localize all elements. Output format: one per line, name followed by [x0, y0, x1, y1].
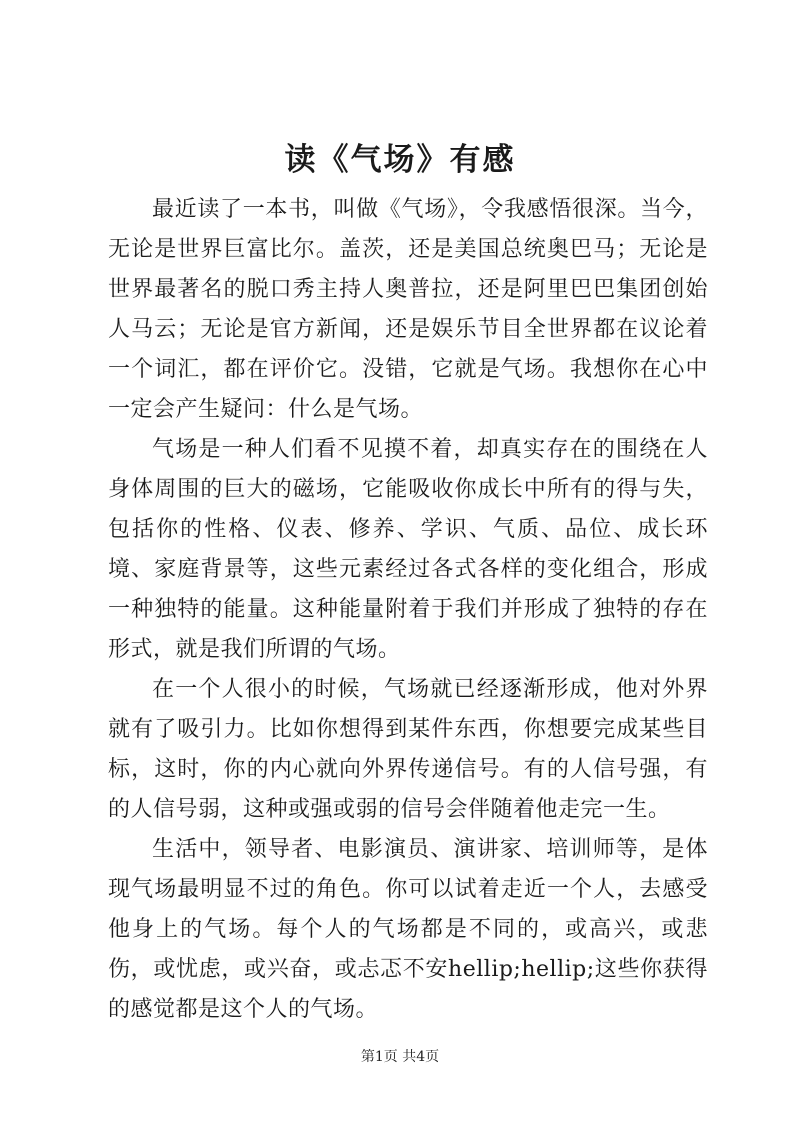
- document-body: [108, 190, 708, 1030]
- page-footer: 第1页 共4页: [360, 1049, 440, 1065]
- paragraph-1: 最近读了一本书，叫做《气场》，令我感悟很深。当今，无论是世界巨富比尔。盖茨，还是美国总统奥巴马；无论是世界最著名的脱口秀主持人奥普拉，还是阿里巴巴集团创始人马云；无论是官方新闻，还是娱乐节目全世界都在议论着一个词汇，都在评价它。没错，它就是气场。我想你在心中一定会产生疑问：什么是气场。: [108, 197, 708, 422]
- paragraph-2: 气场是一种人们看不见摸不着，却真实存在的围绕在人身体周围的巨大的磁场，它能吸收你成长中所有的得与失，包括你的性格、仪表、修养、学识、气质、品位、成长环境、家庭背景等，这些元素经过各式各样的变化组合，形成一种独特的能量。这种能量附着于我们并形成了独特的存在形式，就是我们所谓的气场。: [108, 437, 708, 662]
- paragraph-3: 在一个人很小的时候，气场就已经逐渐形成，他对外界就有了吸引力。比如你想得到某件东西，你想要完成某些目标，这时，你的内心就向外界传递信号。有的人信号强，有的人信号弱，这种或强或弱的信号会伴随着他走完一生。: [108, 677, 708, 822]
- page-title: 读《气场》有感: [284, 142, 516, 178]
- paragraph-4: 生活中，领导者、电影演员、演讲家、培训师等，是体现气场最明显不过的角色。你可以试着走近一个人，去感受他身上的气场。每个人的气场都是不同的，或高兴，或悲伤，或忧虑，或兴奋，或忐忑不安hellip;hellip;这些你获得的感觉都是这个人的气场。: [108, 837, 708, 1022]
